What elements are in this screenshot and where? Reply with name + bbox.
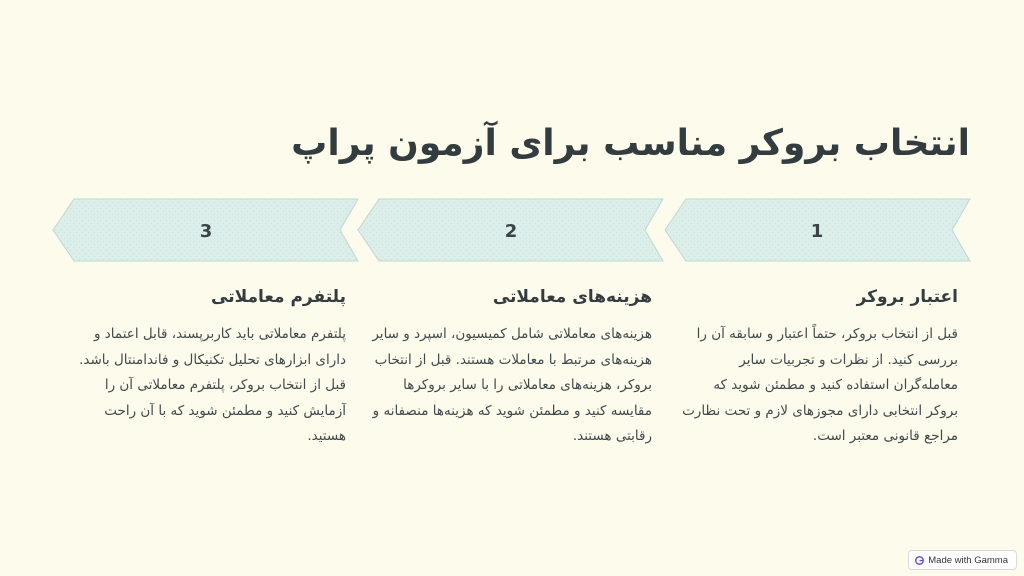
step-body-3: پلتفرم معاملاتی باید کاربرپسند، قابل اعتماد و دارای ابزارهای تحلیل تکنیکال و فاندامنتال باشد. قبل از انتخاب بروکر، پلتفرم معاملاتی آن را آزمایش کنید و مطمئن شوید که با آن راحت هستید. (79, 326, 346, 444)
step-column-3 (66, 284, 346, 450)
step-column-2 (372, 284, 652, 450)
step-heading-3: پلتفرم معاملاتی (211, 287, 346, 307)
step-body-2: هزینه‌های معاملاتی شامل کمیسیون، اسپرد و سایر هزینه‌های مرتبط با معاملات هستند. قبل از انتخاب بروکر، هزینه‌های معاملاتی را با سایر بروکرها مقایسه کنید و مطمئن شوید که هزینه‌ها منصفانه و رقابتی هستند. (372, 326, 652, 444)
gamma-logo-icon (915, 556, 924, 565)
step-body-1: قبل از انتخاب بروکر، حتماً اعتبار و سابقه آن را بررسی کنید. از نظرات و تجربیات سایر معامله‌گران استفاده کنید و مطمئن شوید که بروکر انتخابی دارای مجوزهای لازم و تحت نظارت مراجع قانونی معتبر است. (682, 326, 958, 444)
step-number-2: 2 (504, 221, 518, 242)
badge-label: Made with Gamma (928, 554, 1008, 566)
made-with-gamma-badge[interactable] (908, 550, 1017, 570)
step-heading-1: اعتبار بروکر (856, 287, 958, 307)
page-title: انتخاب بروکر مناسب برای آزمون پراپ (291, 123, 970, 164)
step-number-3: 3 (199, 221, 213, 242)
step-column-1 (678, 284, 958, 450)
step-number-1: 1 (810, 221, 824, 242)
step-heading-2: هزینه‌های معاملاتی (492, 287, 652, 307)
